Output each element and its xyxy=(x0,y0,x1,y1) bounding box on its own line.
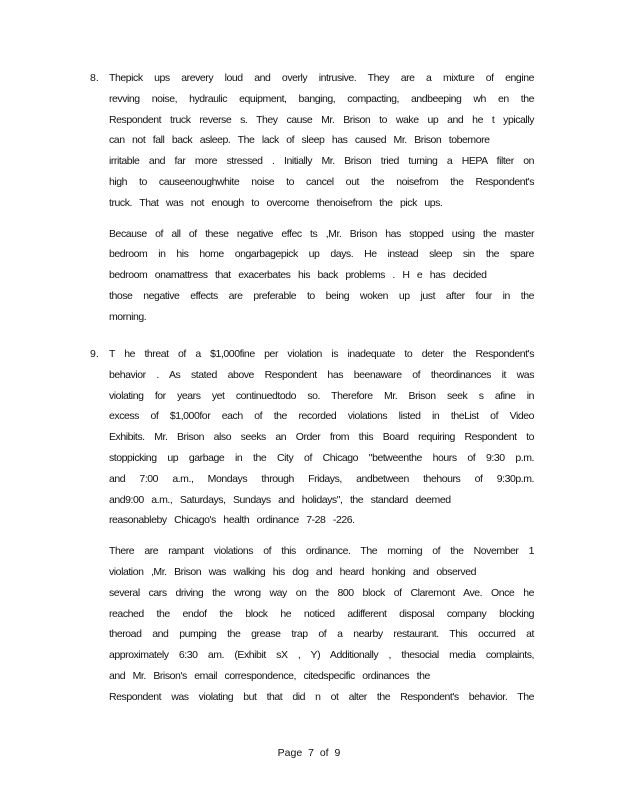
text-line: bedroom in his home ongarbagepick up days. He instead sleep sin the spare xyxy=(109,248,534,261)
text-line: and 7:00 a.m., Mondays through Fridays, andbetween thehours of 9:30p.m. xyxy=(109,472,534,485)
text-line: high to causeenoughwhite noise to cancel out the noisefrom the Respondent's xyxy=(109,175,534,188)
text-line: morning. xyxy=(109,310,147,323)
paragraph xyxy=(109,224,534,328)
text-line: theroad and pumping the grease trap of a nearby restaurant. This occurred at xyxy=(109,628,534,641)
text-line: approximately 6:30 am. (Exhibit sX , Y) Additionally , thesocial media complaints, xyxy=(109,649,534,662)
list-item-9 xyxy=(91,344,536,708)
text-line: and Mr. Brison's email correspondence, citedspecific ordinances the xyxy=(109,669,430,682)
text-line: violation ,Mr. Brison was walking his dog and heard honking and observed xyxy=(109,565,476,578)
text-line: irritable and far more stressed . Initially Mr. Brison tried turning a HEPA filter on xyxy=(109,155,534,168)
text-line: Respondent truck reverse s. They cause Mr. Brison to wake up and he t ypically xyxy=(109,113,534,126)
item-number: 9. xyxy=(90,348,99,360)
text-line: There are rampant violations of this ordinance. The morning of the November 1 xyxy=(109,545,534,558)
text-line: Thepick ups arevery loud and overly intrusive. They are a mixture of engine xyxy=(109,72,534,84)
text-line: violating for years yet continuedtodo so. Therefore Mr. Brison seek s afine in xyxy=(109,389,534,402)
text-line: Because of all of these negative effec ts ,Mr. Brison has stopped using the master xyxy=(109,227,534,240)
page-number-footer: Page 7 of 9 xyxy=(277,747,341,759)
text-line: T he threat of a $1,000fine per violation is inadequate to deter the Respondent's xyxy=(109,348,534,360)
text-line: reached the endof the block he noticed adifferent disposal company blocking xyxy=(109,607,534,620)
text-line: several cars driving the wrong way on the 800 block of Claremont Ave. Once he xyxy=(109,586,534,599)
text-line: revving noise, hydraulic equipment, banging, compacting, andbeeping wh en the xyxy=(109,92,534,105)
text-line: Respondent was violating but that did n ot alter the Respondent's behavior. The xyxy=(109,690,534,703)
text-line: excess of $1,000for each of the recorded violations listed in theList of Video xyxy=(109,410,534,423)
list-item-8 xyxy=(91,68,536,328)
text-line: can not fall back asleep. The lack of sleep has caused Mr. Brison tobemore xyxy=(109,134,490,147)
text-line: bedroom onamattress that exacerbates his back problems . H e has decided xyxy=(109,269,487,282)
paragraph xyxy=(109,541,534,707)
text-line: behavior . As stated above Respondent has beenaware of theordinances it was xyxy=(109,368,534,381)
text-line: reasonableby Chicago's health ordinance 7-28 -226. xyxy=(109,514,355,527)
paragraph xyxy=(109,68,534,214)
item-number: 8. xyxy=(90,72,99,84)
text-line: stoppicking up garbage in the City of Chicago "betweenthe hours of 9:30 p.m. xyxy=(109,451,534,464)
text-line: and9:00 a.m., Saturdays, Sundays and holidays", the standard deemed xyxy=(109,493,451,506)
paragraph xyxy=(109,344,534,531)
text-line: those negative effects are preferable to being woken up just after four in the xyxy=(109,289,534,302)
text-line: Exhibits. Mr. Brison also seeks an Order from this Board requiring Respondent to xyxy=(109,431,534,444)
text-line: truck. That was not enough to overcome thenoisefrom the pick ups. xyxy=(109,196,443,209)
